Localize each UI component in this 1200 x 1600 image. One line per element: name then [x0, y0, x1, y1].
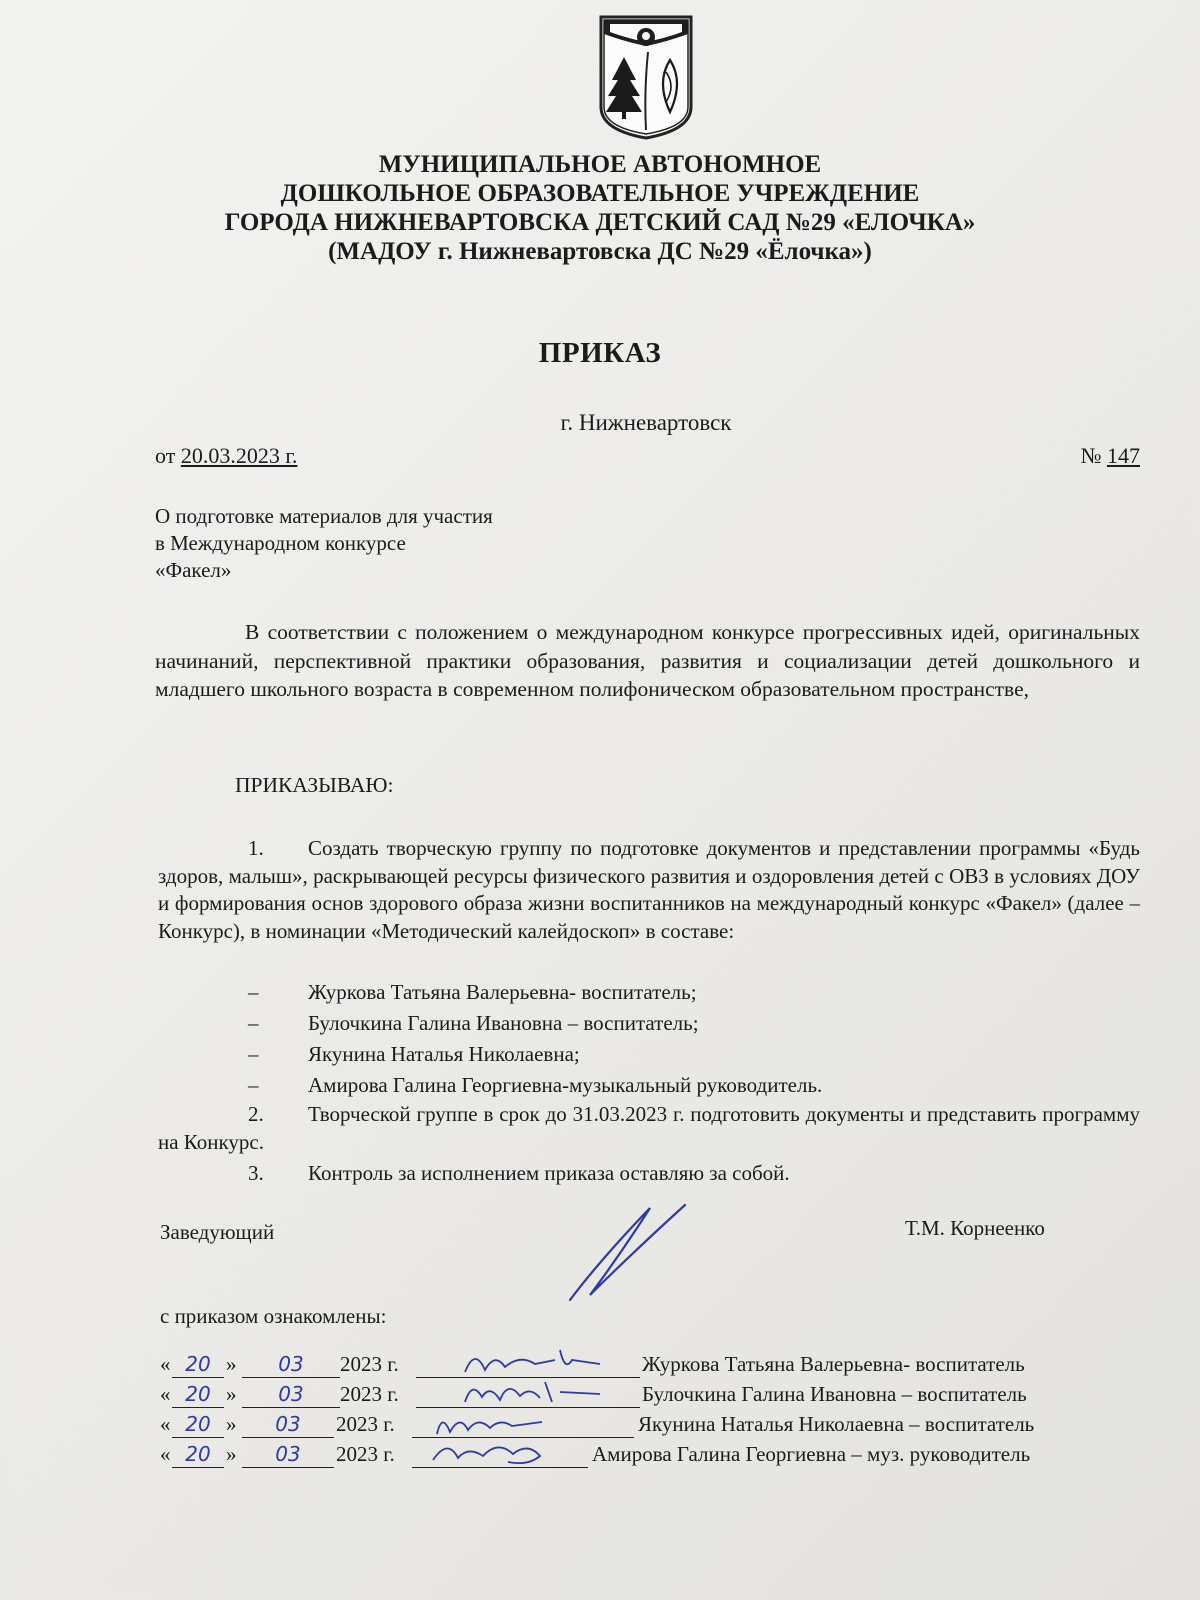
year-text: 2023 г.	[336, 1412, 395, 1436]
dash-marker: –	[248, 1073, 259, 1097]
acknowledgement-title: с приказом ознакомлены:	[160, 1304, 387, 1328]
order-item	[158, 1101, 1140, 1156]
person-text: Журкова Татьяна Валерьевна- воспитатель	[642, 1352, 1025, 1376]
day-field: 20	[172, 1411, 224, 1438]
item-number: 1.	[248, 836, 264, 860]
close-quote: »	[226, 1382, 237, 1406]
dash-marker: –	[248, 980, 259, 1004]
day-field: 20	[172, 1381, 224, 1408]
day-field: 20	[172, 1351, 224, 1378]
order-date-line	[155, 443, 297, 469]
member-text: Журкова Татьяна Валерьевна- воспитатель;	[308, 980, 697, 1004]
subject-line: «Факел»	[155, 558, 232, 582]
person-text: Амирова Галина Георгиевна – муз. руководитель	[592, 1442, 1031, 1466]
item-number: 3.	[248, 1161, 264, 1185]
close-quote: »	[226, 1412, 237, 1436]
header-line: ГОРОДА НИЖНЕВАРТОВСКА ДЕТСКИЙ САД №29 «ЕЛОЧКА»	[224, 209, 976, 236]
item-number: 2.	[248, 1102, 264, 1126]
preamble-paragraph: В соответствии с положением о международном конкурсе прогрессивных идей, оригинальных начинаний, перспективной практики образования, развития и социализации детей дошкольного и младшего школьного возраста в современном полифоническом образовательном пространстве,	[155, 620, 1140, 701]
year-text: 2023 г.	[340, 1352, 399, 1376]
dash-marker: –	[248, 1011, 259, 1035]
order-city: г. Нижневартовск	[560, 410, 732, 435]
member-text: Якунина Наталья Николаевна;	[308, 1042, 580, 1066]
open-quote: «	[160, 1352, 171, 1376]
item-text: Создать творческую группу по подготовке документов и представлении программы «Будь здоров, малыш», раскрывающей ресурсы физического развития и оздоровления детей с ОВЗ в условиях ДОУ и формирования основ здорового образа жизни воспитанников на международный конкурс «Факел» (далее – Конкурс), в номинации «Методический калейдоскоп» в составе:	[158, 836, 1140, 943]
order-number-line	[1081, 443, 1141, 469]
acknowledgement-row	[160, 1442, 1170, 1472]
date-prefix: от	[155, 443, 181, 468]
member-text: Булочкина Галина Ивановна – воспитатель;	[308, 1011, 699, 1035]
order-item	[158, 1160, 1140, 1188]
subject-line: в Международном конкурсе	[155, 531, 406, 555]
order-number: 147	[1107, 443, 1140, 468]
item-text: Контроль за исполнением приказа оставляю за собой.	[308, 1161, 790, 1185]
month-field: 03	[242, 1441, 334, 1468]
item-text: Творческой группе в срок до 31.03.2023 г. подготовить документы и представить программу на Конкурс.	[158, 1102, 1140, 1154]
coat-of-arms-icon	[596, 12, 696, 142]
person-text: Булочкина Галина Ивановна – воспитатель	[642, 1382, 1027, 1406]
dash-marker: –	[248, 1042, 259, 1066]
number-prefix: №	[1080, 443, 1107, 468]
order-date: 20.03.2023 г.	[180, 443, 298, 468]
order-item	[158, 835, 1140, 945]
acknowledgement-row	[160, 1412, 1170, 1442]
month-field: 03	[242, 1381, 340, 1408]
list-item	[248, 977, 822, 1008]
order-title: ПРИКАЗ	[538, 337, 662, 369]
group-members-list	[248, 977, 822, 1101]
day-field: 20	[172, 1441, 224, 1468]
person-text: Якунина Наталья Николаевна – воспитатель	[638, 1412, 1035, 1436]
signatory-title: Заведующий	[160, 1220, 275, 1244]
decree-word: ПРИКАЗЫВАЮ:	[235, 773, 394, 797]
close-quote: »	[226, 1442, 237, 1466]
header-line: ДОШКОЛЬНОЕ ОБРАЗОВАТЕЛЬНОЕ УЧРЕЖДЕНИЕ	[280, 180, 920, 207]
close-quote: »	[226, 1352, 237, 1376]
member-text: Амирова Галина Георгиевна-музыкальный руководитель.	[308, 1073, 823, 1097]
month-field: 03	[242, 1351, 340, 1378]
year-text: 2023 г.	[336, 1442, 395, 1466]
month-field: 03	[242, 1411, 334, 1438]
list-item	[248, 1039, 822, 1070]
year-text: 2023 г.	[340, 1382, 399, 1406]
handwritten-signature-icon	[560, 1200, 700, 1310]
open-quote: «	[160, 1442, 171, 1466]
subject-line: О подготовке материалов для участия	[155, 504, 493, 528]
header-line: (МАДОУ г. Нижневартовска ДС №29 «Ёлочка»)	[328, 238, 872, 265]
signatory-name: Т.М. Корнеенко	[905, 1216, 1045, 1240]
acknowledgement-row	[160, 1382, 1170, 1412]
header-line: МУНИЦИПАЛЬНОЕ АВТОНОМНОЕ	[378, 151, 822, 178]
list-item	[248, 1008, 822, 1039]
handwritten-signature-icon	[428, 1432, 578, 1472]
order-subject	[155, 503, 493, 584]
acknowledgement-list	[160, 1352, 1170, 1472]
list-item	[248, 1070, 822, 1101]
open-quote: «	[160, 1412, 171, 1436]
organization-header	[100, 150, 1100, 266]
open-quote: «	[160, 1382, 171, 1406]
acknowledgement-row	[160, 1352, 1170, 1382]
